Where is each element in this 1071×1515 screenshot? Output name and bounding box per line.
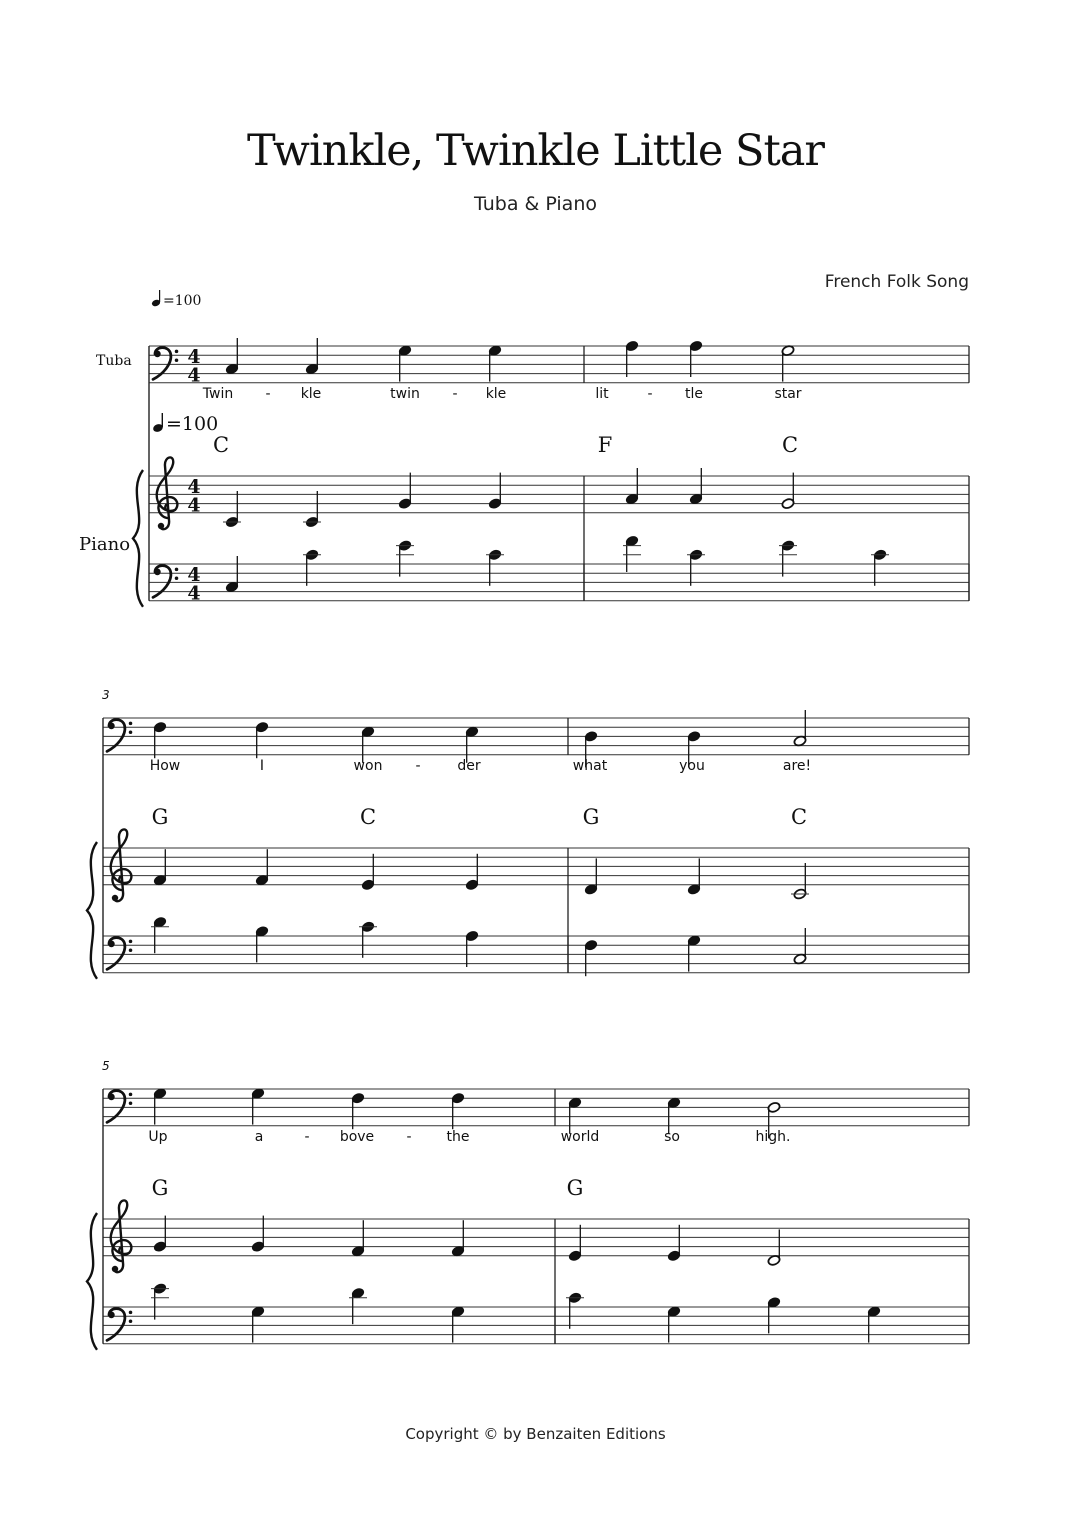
tuba-note [251, 1088, 265, 1125]
piano-lh-note [767, 1296, 781, 1333]
lyric-hyphen: - [406, 1129, 412, 1145]
piano-lh-note [151, 916, 169, 953]
piano-rh-note [303, 491, 321, 528]
time-signature-top: 4 [187, 476, 201, 498]
piano-rh-note [398, 473, 412, 510]
piano-rh-note [625, 468, 639, 505]
tempo-text: =100 [163, 293, 202, 309]
lyric-syllable: so [664, 1129, 680, 1145]
piano-rh-note [465, 854, 479, 891]
piano-rh-note [791, 863, 809, 900]
piano-lh-note [871, 549, 889, 586]
piano-bass-staff [103, 1307, 969, 1344]
piano-lh-note [687, 935, 701, 972]
piano-rh-note [153, 849, 167, 886]
lyric-syllable: twin [390, 386, 420, 402]
tuba-note [451, 1092, 465, 1129]
piano-bass-staff [103, 936, 969, 973]
lyric-hyphen: - [265, 386, 271, 402]
piano-lh-note [584, 939, 598, 976]
piano-rh-note [361, 854, 375, 891]
tempo-marking-tuba [151, 290, 201, 309]
chord-symbol: C [212, 433, 230, 457]
treble-clef-icon [111, 1200, 132, 1272]
grand-staff-brace-icon [87, 842, 97, 979]
lyric-hyphen: - [415, 758, 421, 774]
piano-lh-note [303, 549, 321, 586]
bass-clef-dot [129, 940, 133, 944]
grand-staff-brace-icon [87, 1213, 97, 1350]
bass-clef-icon [107, 720, 132, 752]
chord-symbol: C [790, 805, 808, 829]
chord-symbol: G [566, 1176, 584, 1200]
lyric-syllable: world [560, 1129, 600, 1145]
treble-clef-icon [157, 457, 178, 529]
tuba-note [255, 721, 269, 758]
piano-rh-note [687, 858, 701, 895]
piano-lh-note [867, 1306, 881, 1343]
treble-clef-dot [112, 895, 118, 901]
lyric-syllable: bove [339, 1129, 375, 1145]
tuba-note [305, 338, 319, 375]
bass-clef-head [108, 1094, 115, 1101]
piano-rh-note [568, 1225, 582, 1262]
composer-credit: French Folk Song [824, 272, 969, 292]
lyric-syllable: kle [300, 386, 322, 402]
piano-rh-note [667, 1225, 681, 1262]
treble-clef-shape [111, 1200, 132, 1272]
bass-clef-icon [107, 1091, 132, 1123]
chord-symbol: F [597, 433, 613, 457]
tuba-staff [103, 718, 969, 755]
treble-clef-dot [158, 523, 164, 529]
bass-clef-icon [153, 566, 178, 598]
piano-lh-note [566, 1292, 584, 1329]
lyric-syllable: the [446, 1129, 470, 1145]
tuba-note [781, 345, 795, 382]
time-signature-top: 4 [187, 346, 201, 368]
treble-clef-dot [112, 1266, 118, 1272]
piano-bass-staff [149, 564, 969, 601]
chord-symbol: G [151, 1176, 169, 1200]
lyric-syllable: are! [782, 758, 812, 774]
bass-clef-dot [175, 358, 179, 362]
piano-lh-note [151, 1283, 169, 1320]
piano-lh-note [396, 540, 414, 577]
piano-lh-note [225, 556, 239, 593]
lyric-syllable: Up [148, 1129, 168, 1145]
piano-lh-note [623, 535, 641, 572]
bass-clef-icon [153, 348, 178, 380]
bass-clef-dot [129, 948, 133, 952]
measure-number: 3 [102, 688, 110, 702]
piano-treble-staff [103, 1219, 969, 1256]
chord-symbol: C [781, 433, 799, 457]
copyright-notice: Copyright © by Benzaiten Editions [405, 1425, 666, 1443]
lyric-syllable: der [457, 758, 481, 774]
bass-clef-head [154, 351, 161, 358]
tuba-note [793, 710, 807, 747]
piano-lh-note [255, 925, 269, 962]
time-signature-bottom: 4 [187, 494, 201, 517]
time-signature-bottom: 4 [187, 582, 201, 605]
bass-clef-dot [129, 1101, 133, 1105]
chord-symbol: G [151, 805, 169, 829]
lyric-hyphen: - [647, 386, 653, 402]
bass-clef-head [108, 941, 115, 948]
piano-lh-note [687, 549, 705, 586]
bass-clef-icon [107, 938, 132, 970]
piano-lh-note [667, 1306, 681, 1343]
lyric-syllable: won [353, 758, 383, 774]
measure-number: 5 [102, 1059, 110, 1073]
bass-clef-dot [175, 576, 179, 580]
tuba-note [488, 345, 502, 382]
score-title: Twinkle, Twinkle Little Star [247, 126, 824, 176]
piano-rh-note [451, 1220, 465, 1257]
bass-clef-head [108, 723, 115, 730]
bass-clef-head [108, 1312, 115, 1319]
piano-rh-note [584, 858, 598, 895]
lyric-hyphen: - [304, 1129, 310, 1145]
tuba-note [153, 721, 167, 758]
instrument-label-tuba: Tuba [96, 353, 132, 369]
bass-clef-dot [129, 722, 133, 726]
piano-lh-note [486, 549, 504, 586]
lyric-syllable: star [774, 386, 802, 402]
piano-rh-note [689, 468, 703, 505]
tuba-note [225, 338, 239, 375]
piano-treble-staff [149, 476, 969, 513]
bass-clef-dot [129, 730, 133, 734]
score-subtitle: Tuba & Piano [474, 193, 597, 215]
piano-rh-note [251, 1216, 265, 1253]
lyric-syllable: tle [685, 386, 703, 402]
chord-symbol: C [359, 805, 377, 829]
time-signature-top: 4 [187, 564, 201, 586]
lyric-syllable: you [679, 758, 705, 774]
piano-rh-note [223, 491, 241, 528]
lyric-syllable: kle [485, 386, 507, 402]
piano-lh-note [359, 921, 377, 958]
chord-symbol: G [582, 805, 600, 829]
bass-clef-dot [129, 1311, 133, 1315]
tuba-note [398, 345, 412, 382]
tuba-note [351, 1092, 365, 1129]
time-signature-bottom: 4 [187, 364, 201, 387]
piano-rh-note [153, 1216, 167, 1253]
piano-rh-note [255, 849, 269, 886]
piano-lh-note [349, 1287, 367, 1324]
treble-clef-shape [111, 829, 132, 901]
piano-rh-note [351, 1220, 365, 1257]
tempo-text: =100 [166, 413, 219, 435]
bass-clef-head [154, 569, 161, 576]
tuba-staff [149, 346, 969, 383]
piano-treble-staff [103, 848, 969, 885]
lyric-syllable: high. [755, 1129, 791, 1145]
piano-lh-note [251, 1306, 265, 1343]
tuba-staff [103, 1089, 969, 1126]
piano-lh-note [779, 540, 797, 577]
piano-rh-note [781, 473, 795, 510]
lyric-syllable: what [572, 758, 608, 774]
bass-clef-dot [175, 568, 179, 572]
grand-staff-brace-icon [133, 470, 143, 607]
piano-rh-note [767, 1229, 781, 1266]
instrument-label-piano: Piano [79, 534, 131, 555]
piano-lh-note [465, 930, 479, 967]
lyric-syllable: Twin [202, 386, 234, 402]
lyric-hyphen: - [452, 386, 458, 402]
lyric-syllable: lit [595, 386, 609, 402]
lyric-syllable: How [149, 758, 181, 774]
bass-clef-icon [107, 1309, 132, 1341]
bass-clef-dot [129, 1319, 133, 1323]
piano-lh-note [793, 928, 807, 965]
lyric-syllable: a [254, 1129, 264, 1145]
piano-lh-note [451, 1306, 465, 1343]
tuba-note [689, 340, 703, 377]
bass-clef-dot [129, 1093, 133, 1097]
bass-clef-dot [175, 350, 179, 354]
piano-rh-note [488, 473, 502, 510]
tempo-marking-piano [152, 413, 218, 435]
treble-clef-icon [111, 829, 132, 901]
lyric-syllable: I [259, 758, 265, 774]
treble-clef-shape [157, 457, 178, 529]
tuba-note [153, 1088, 167, 1125]
tuba-note [625, 340, 639, 377]
